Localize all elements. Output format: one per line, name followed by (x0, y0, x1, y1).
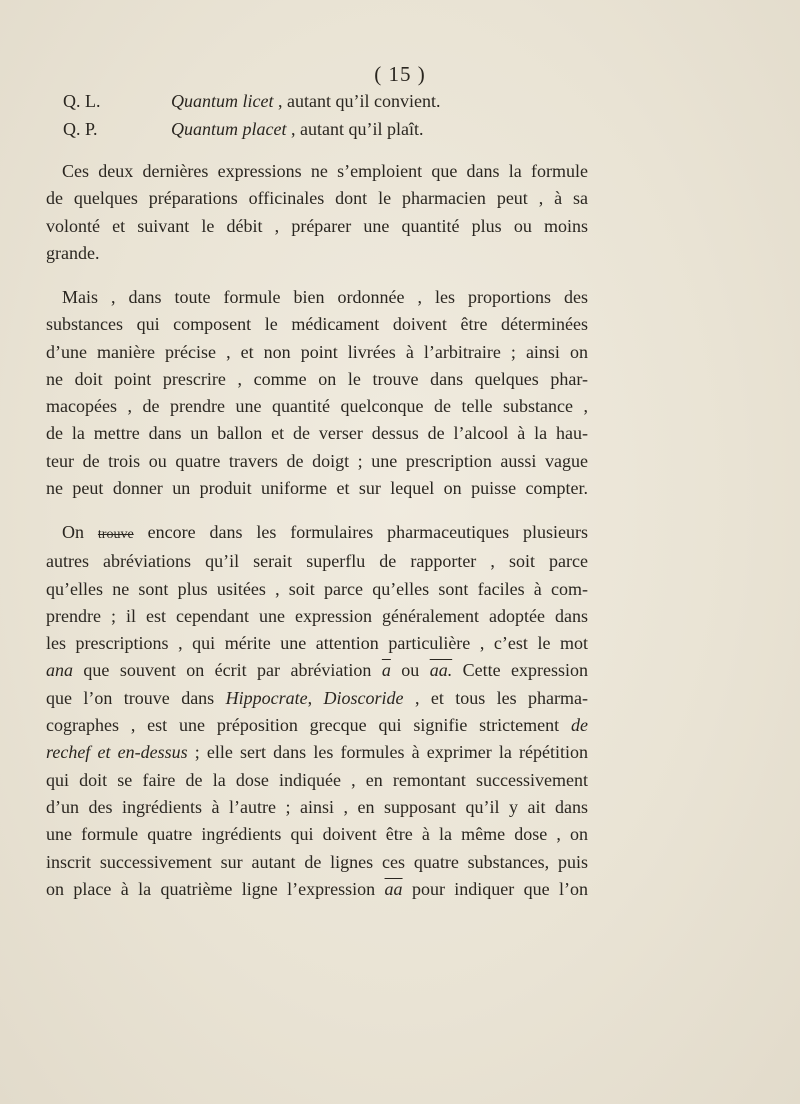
text-line: de quelques préparations officinales dont le pharmacien peut , à sa (46, 188, 588, 209)
text-line: grande. (46, 242, 100, 263)
italic-name: Dioscoride (323, 687, 404, 708)
text-fragment: ou (401, 660, 420, 681)
abbreviation-row (63, 119, 423, 140)
text-fragment: cographes , est une préposition grecque qui signifie strictement (46, 715, 560, 736)
text-line: de la mettre dans un ballon et de verser dessus de l’alcool à la hau- (46, 423, 588, 444)
text-line: d’une manière précise , et non point livrées à l’arbitraire ; ainsi on (46, 341, 588, 362)
abbreviation-latin: Quantum placet (171, 119, 287, 139)
text-line (46, 685, 588, 712)
text-line: Mais , dans toute formule bien ordonnée , les proportions des (62, 287, 588, 307)
text-line: d’un des ingrédients à l’autre ; ainsi , en supposant qu’il y ait dans (46, 796, 588, 817)
text-line: autres abréviations qu’il serait superflu de rapporter , soit parce (46, 551, 588, 572)
italic-word: de (571, 715, 589, 736)
text-line: qu’elles ne sont plus usitées , soit parce qu’elles sont faciles à com- (46, 578, 588, 599)
abbreviation-latin: Quantum licet (171, 91, 274, 111)
italic-word: ana (46, 660, 73, 681)
italic-name: Hippocrate (225, 687, 308, 708)
text-fragment: que l’on trouve dans (46, 687, 215, 708)
abbreviation-key: Q. P. (63, 119, 98, 139)
italic-phrase: rechef et en-dessus (46, 742, 188, 763)
abbreviation-meaning: , autant qu’il convient. (277, 91, 441, 111)
text-fragment: Cette expression (462, 660, 588, 681)
paragraph-3 (46, 519, 588, 903)
abbreviation-meaning: , autant qu’il plaît. (290, 119, 424, 139)
text-line: les prescriptions , qui mérite une attention particulière , c’est le mot (46, 633, 588, 654)
text-line (46, 712, 588, 739)
text-line: ne doit point prescrire , comme on le trouve dans quelques phar- (46, 368, 588, 389)
text-fragment: que souvent on écrit par abréviation (83, 660, 372, 681)
text-line: une formule quatre ingrédients qui doivent être à la même dose , on (46, 824, 588, 845)
text-line (46, 657, 588, 684)
text-line: teur de trois ou quatre travers de doigt ; une prescription aussi vague (46, 450, 588, 471)
text-line: prendre ; il est cependant une expression généralement adoptée dans (46, 605, 588, 626)
struck-word: trouve (97, 527, 134, 542)
text-line: volonté et suivant le débit , préparer une quantité plus ou moins (46, 215, 588, 236)
text-fragment: on place à la quatrième ligne l’expression (46, 878, 376, 899)
text-line: ne peut donner un produit uniforme et sur lequel on puisse compter. (46, 478, 588, 499)
text-line: Ces deux dernières expressions ne s’emploient que dans la formule (62, 161, 588, 181)
text-fragment: On (62, 522, 84, 542)
text-fragment: pour indiquer que l’on (411, 878, 589, 899)
text-fragment: , (307, 687, 313, 708)
paragraph-2 (46, 284, 588, 502)
text-line (46, 876, 588, 903)
text-line (46, 519, 588, 548)
page-number: ( 15 ) (374, 62, 426, 86)
text-line (46, 739, 588, 766)
abbreviation-row (63, 91, 440, 112)
text-line: inscrit successivement sur autant de lignes ces quatre substances, puis (46, 851, 588, 872)
text-line: macopées , de prendre une quantité quelconque de telle substance , (46, 396, 588, 417)
text-fragment: ; elle sert dans les formules à exprimer la répétition (194, 742, 588, 763)
text-fragment: , et tous les pharma- (414, 687, 589, 708)
paragraph-1 (46, 158, 588, 267)
abbreviation-key: Q. L. (63, 91, 101, 111)
text-fragment: encore dans les formulaires pharmaceutiques plusieurs (147, 522, 589, 542)
text-line: substances qui composent le médicament doivent être déterminées (46, 314, 588, 335)
text-line: qui doit se faire de la dose indiquée , en remontant successivement (46, 769, 588, 790)
abbreviation-mark: $\overline{a}$ (381, 660, 391, 681)
abbreviation-mark: aa. (429, 660, 453, 681)
abbreviation-mark: $\overline{aa}$ (384, 878, 403, 899)
